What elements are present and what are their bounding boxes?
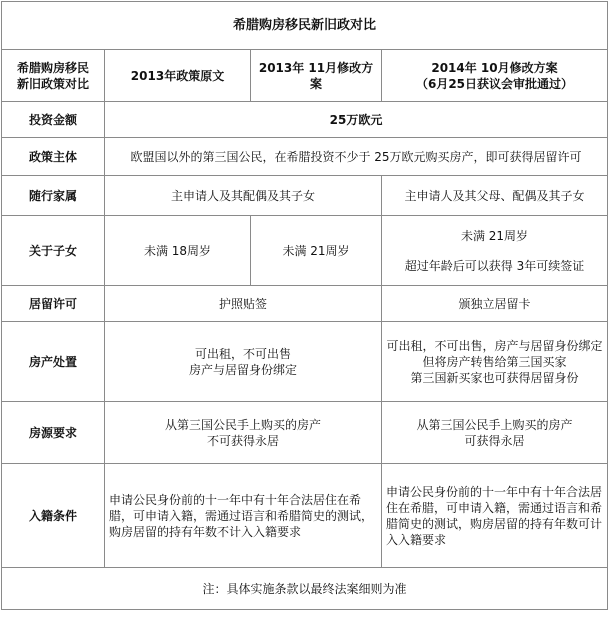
disposal-label: 房产处置 — [2, 322, 105, 402]
disposal-old — [105, 322, 382, 402]
family-new: 主申请人及其父母、配偶及其子女 — [382, 176, 608, 216]
children-2014-line2: 超过年龄后可以获得 3年可续签证 — [404, 258, 585, 273]
entry-old: 申请公民身份前的十一年中有十年合法居住在希腊，可申请入籍，需通过语言和希腊简史的测试，购房居留的持有年数不计入入籍要求 — [105, 464, 382, 568]
disposal-new — [382, 322, 608, 402]
disposal-new-line2: 但将房产转售给第三国买家 — [422, 354, 567, 369]
row-disposal — [2, 322, 608, 402]
entry-new: 申请公民身份前的十一年中有十年合法居住在希腊，可申请入籍，需通过语言和希腊简史的测试，购房居留的持有年数可计入入籍要求 — [382, 464, 608, 568]
children-label: 关于子女 — [2, 216, 105, 286]
source-old-line1: 从第三国公民手上购买的房产 — [164, 417, 321, 432]
permit-old: 护照贴签 — [105, 286, 382, 322]
children-2013-november: 未满 21周岁 — [251, 216, 382, 286]
permit-label: 居留许可 — [2, 286, 105, 322]
entry-label: 入籍条件 — [2, 464, 105, 568]
header-2014-line1: 2014年 10月修改方案 — [431, 60, 558, 75]
investment-label: 投资金额 — [2, 102, 105, 138]
disposal-new-line1: 可出租，不可出售，房产与居留身份绑定 — [386, 338, 603, 353]
family-label: 随行家属 — [2, 176, 105, 216]
title-row — [2, 2, 608, 50]
row-entry — [2, 464, 608, 568]
source-old — [105, 402, 382, 464]
policy-comparison-table — [1, 1, 608, 610]
header-2013-original: 2013年政策原文 — [105, 50, 251, 102]
footnote-row — [2, 568, 608, 610]
row-subject — [2, 138, 608, 176]
header-2013-november: 2013年 11月修改方案 — [251, 50, 382, 102]
footnote: 注：具体实施条款以最终法案细则为准 — [2, 568, 608, 610]
source-label: 房源要求 — [2, 402, 105, 464]
disposal-new-line3: 第三国新买家也可获得居留身份 — [410, 370, 579, 385]
header-2014-line2: （6月25日获议会审批通过） — [415, 76, 574, 91]
row-investment — [2, 102, 608, 138]
row-family — [2, 176, 608, 216]
permit-new: 颁独立居留卡 — [382, 286, 608, 322]
children-2014 — [382, 216, 608, 286]
row-children — [2, 216, 608, 286]
row-source — [2, 402, 608, 464]
family-old: 主申请人及其配偶及其子女 — [105, 176, 382, 216]
disposal-old-line1: 可出租，不可出售 — [194, 346, 291, 361]
header-2014-october — [382, 50, 608, 102]
source-new — [382, 402, 608, 464]
header-row-label-line2: 新旧政策对比 — [16, 76, 89, 91]
header-row-label — [2, 50, 105, 102]
investment-value: 25万欧元 — [105, 102, 608, 138]
row-permit — [2, 286, 608, 322]
subject-value: 欧盟国以外的第三国公民，在希腊投资不少于 25万欧元购买房产，即可获得居留许可 — [105, 138, 608, 176]
children-2013-original: 未满 18周岁 — [105, 216, 251, 286]
subject-label: 政策主体 — [2, 138, 105, 176]
source-new-line1: 从第三国公民手上购买的房产 — [416, 417, 573, 432]
source-old-line2: 不可获得永居 — [206, 433, 279, 448]
children-2014-line1: 未满 21周岁 — [460, 228, 529, 243]
disposal-old-line2: 房产与居留身份绑定 — [188, 362, 297, 377]
table-title: 希腊购房移民新旧政对比 — [2, 2, 608, 50]
header-row — [2, 50, 608, 102]
source-new-line2: 可获得永居 — [464, 433, 525, 448]
header-row-label-line1: 希腊购房移民 — [16, 60, 89, 75]
